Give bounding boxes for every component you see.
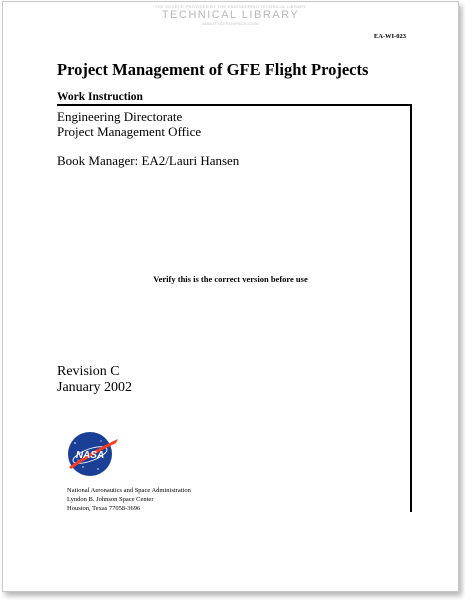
document-title: Project Management of GFE Flight Projects: [57, 60, 369, 79]
book-manager: Book Manager: EA2/Lauri Hansen: [57, 153, 240, 168]
watermark-top: THE SOURCE PROVIDED BY THE ENGINEERING TECHNICAL LIBRARY: [154, 4, 307, 9]
org-line-1: Engineering Directorate: [57, 109, 183, 124]
revision: Revision C: [57, 364, 120, 379]
logo-text: NASA: [75, 450, 105, 461]
vertical-rule: [410, 104, 412, 512]
address-line-2: Lyndon B. Johnson Space Center: [67, 496, 154, 503]
revision-date: January 2002: [57, 380, 133, 395]
watermark-sub: ABBOTTAEROSPACE.COM: [202, 21, 259, 26]
document-page: [2, 1, 459, 592]
verify-note: Verify this is the correct version before use: [153, 274, 308, 284]
watermark: [3, 5, 458, 26]
nasa-meatball-logo-icon: [63, 429, 121, 479]
document-id: EA-WI-023: [373, 33, 406, 40]
address-line-1: National Aeronautics and Space Administration: [67, 487, 191, 494]
org-line-2: Project Management Office: [57, 124, 202, 139]
watermark-main: TECHNICAL LIBRARY: [161, 9, 300, 21]
section-label: Work Instruction: [57, 91, 143, 103]
horizontal-rule: [57, 104, 412, 106]
address-line-3: Houston, Texas 77058-3696: [67, 505, 141, 512]
